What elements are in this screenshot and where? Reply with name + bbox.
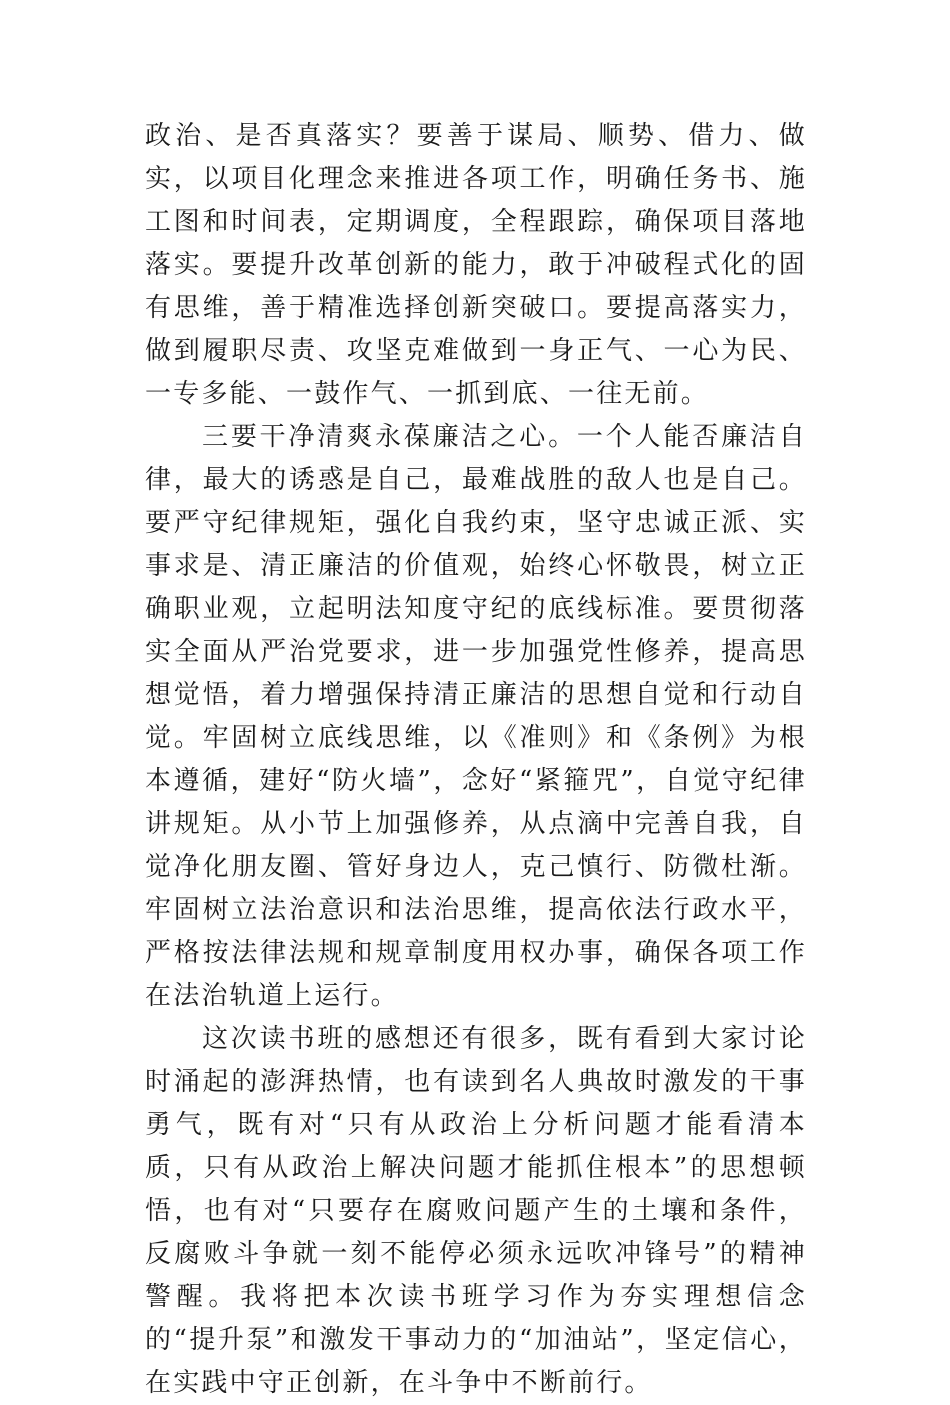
- paragraph-integrity: 三要干净清爽永葆廉洁之心。一个人能否廉洁自律，最大的诱惑是自己，最难战胜的敌人也是自己。要严守纪律规矩，强化自我约束，坚守忠诚正派、实事求是、清正廉洁的价值观，始终心怀敬畏，树立正确职业观，立起明法知度守纪的底线标准。要贯彻落实全面从严治党要求，进一步加强党性修养，提高思想觉悟，着力增强保持清正廉洁的思想自觉和行动自觉。牢固树立底线思维，以《准则》和《条例》为根本遵循，建好“防火墙”，念好“紧箍咒”，自觉守纪律讲规矩。从小节上加强修养，从点滴中完善自我，自觉净化朋友圈、管好身边人，克己慎行、防微杜渐。牢固树立法治意识和法治思维，提高依法行政水平，严格按法律法规和规章制度用权办事，确保各项工作在法治轨道上运行。: [145, 422, 807, 1011]
- body-text: [145, 115, 807, 1405]
- paragraph-continuation: 政治、是否真落实？要善于谋局、顺势、借力、做实，以项目化理念来推进各项工作，明确任务书、施工图和时间表，定期调度，全程跟踪，确保项目落地落实。要提升改革创新的能力，敢于冲破程式化的固有思维，善于精准选择创新突破口。要提高落实力，做到履职尽责、攻坚克难做到一身正气、一心为民、一专多能、一鼓作气、一抓到底、一往无前。: [145, 121, 807, 409]
- paragraph-conclusion: 这次读书班的感想还有很多，既有看到大家讨论时涌起的澎湃热情，也有读到名人典故时激发的干事勇气，既有对“只有从政治上分析问题才能看清本质，只有从政治上解决问题才能抓住根本”的思想顿悟，也有对“只要存在腐败问题产生的土壤和条件，反腐败斗争就一刻不能停必须永远吹冲锋号”的精神警醒。我将把本次读书班学习作为夯实理想信念的“提升泵”和激发干事动力的“加油站”，坚定信心，在实践中守正创新，在斗争中不断前行。: [145, 1024, 807, 1398]
